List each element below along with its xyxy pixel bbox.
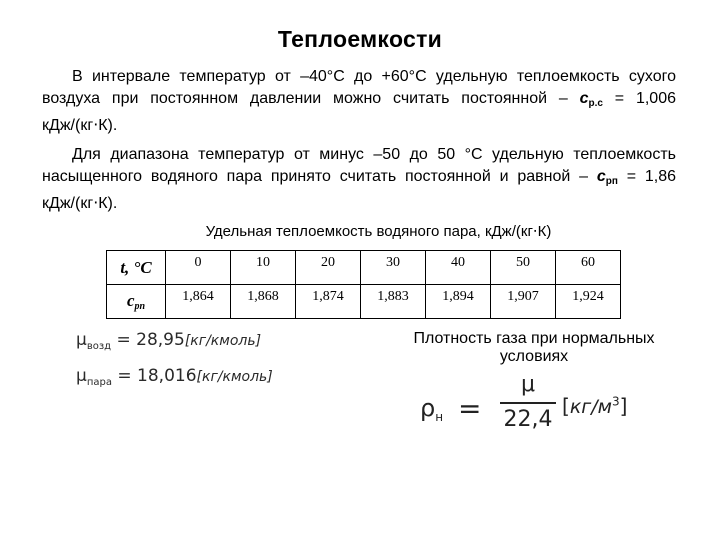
fraction [500,372,556,433]
mu-subscript: возд [86,341,112,352]
bracket-open: [ [562,394,570,418]
paragraph-vapor [42,144,676,215]
rho-symbol: ρ [420,394,436,422]
row-header-symbol: c [126,291,135,310]
paragraph-text: Для диапазона температур от минус –50 до 50 °С удельную теплоемкость насыщенного водяного пара принято считать постоянной и равной – [42,146,676,185]
table-cell: 50 [491,251,556,285]
heat-capacity-symbol: с [579,90,589,107]
paragraph-text: В интервале температур от –40°С до +60°С удельную теплоемкость сухого воздуха при постоянном давлении можно считать постоянной – [42,68,676,107]
heat-capacity-symbol: с [596,168,606,185]
heat-capacity-subscript: рп [605,176,618,187]
row-header-temperature: t, °C [107,251,166,285]
mu-subscript: пара [86,377,112,388]
table-cell: 1,864 [166,285,231,319]
density-caption: Плотность газа при нормальных условиях [413,330,655,365]
equals-sign: = [458,392,482,425]
heat-capacity-subscript: р.с [588,98,603,109]
row-header-heat-capacity [107,285,166,319]
fraction-bar [500,402,556,404]
molar-mass-vapor [76,366,273,388]
molar-mass-air [76,330,261,352]
table-cell: 60 [556,251,621,285]
mu-value: = 28,95 [111,330,185,350]
table-cell: 1,924 [556,285,621,319]
row-header-subscript: рп [134,301,146,312]
density-unit [562,394,627,418]
table-cell: 20 [296,251,361,285]
table-cell: 10 [231,251,296,285]
density-formula [420,372,660,442]
fraction-denominator: 22,4 [503,407,553,432]
table-cell: 40 [426,251,491,285]
table-caption: Удельная теплоемкость водяного пара, кДж/(кг⋅К) [205,223,552,240]
table-cell: 1,868 [231,285,296,319]
mu-symbol: μ [76,330,87,350]
table-row-temperature [107,251,621,285]
table-cell: 1,883 [361,285,426,319]
mu-unit: [кг/кмоль] [184,333,262,349]
rho-subscript: н [435,410,444,424]
bracket-close: ] [619,394,628,418]
table-cell: 0 [166,251,231,285]
unit-text: кг/м [569,396,613,418]
vapor-heat-capacity-table [106,250,621,319]
page-title: Теплоемкости [277,26,443,52]
mu-value: = 18,016 [111,366,197,386]
heat-capacity-value: = 1,86 кДж/(кг⋅К). [42,168,677,212]
mu-symbol: μ [76,366,87,386]
table-cell: 1,874 [296,285,361,319]
density-lhs [420,394,443,424]
unit-power: 3 [612,394,620,409]
table-cell: 30 [361,251,426,285]
fraction-numerator: μ [521,372,535,397]
mu-unit: [кг/кмоль] [196,369,273,385]
paragraph-dry-air [42,66,676,137]
heat-capacity-value: = 1,006 кДж/(кг⋅К). [42,90,676,134]
table-row-heat-capacity [107,285,621,319]
table-cell: 1,907 [491,285,556,319]
table-cell: 1,894 [426,285,491,319]
